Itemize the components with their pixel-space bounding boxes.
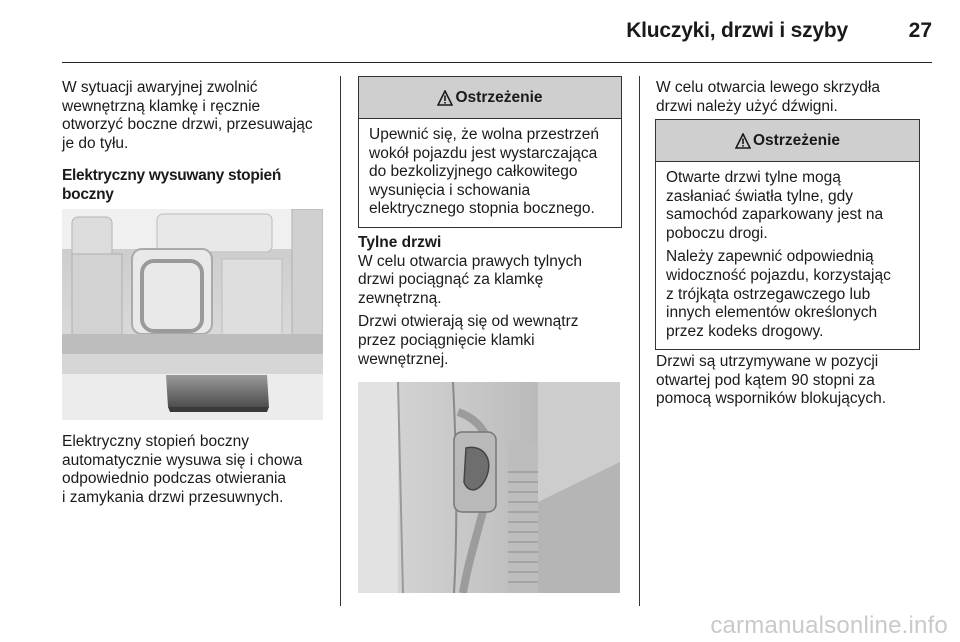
para-line: drzwi pociągnąć za klamkę	[358, 271, 544, 289]
column-divider-1	[340, 76, 341, 606]
page-number: 27	[908, 19, 932, 42]
warning-title: Ostrzeżenie	[455, 88, 543, 106]
intro-line: W celu otwarcia lewego skrzydła	[656, 79, 880, 96]
outro-line: Drzwi są utrzymywane w pozycji	[656, 353, 879, 370]
para-line: zewnętrzną.	[358, 289, 442, 307]
column-3-outro	[656, 353, 926, 409]
header-divider	[62, 62, 932, 63]
warning-line: wysunięcia i schowania	[369, 181, 531, 199]
warning-triangle-icon	[735, 133, 751, 149]
warning-line: Otwarte drzwi tylne mogą	[666, 169, 841, 186]
running-header-title: Kluczyki, drzwi i szyby	[626, 19, 848, 42]
intro-line: otworzyć boczne drzwi, przesuwając	[62, 116, 313, 134]
section-heading: Tylne drzwi	[358, 234, 442, 251]
warning-box-1	[358, 76, 622, 228]
warning-title: Ostrzeżenie	[752, 131, 840, 149]
outro-line: otwartej pod kątem 90 stopni za	[656, 371, 875, 389]
subheading-line: boczny	[62, 185, 114, 203]
intro-line: wewnętrzną klamkę i ręcznie	[62, 97, 261, 115]
warning-line: Należy zapewnić odpowiednią	[666, 248, 874, 266]
warning-line: przez kodeks drogowy.	[666, 322, 824, 340]
warning-line: elektrycznego stopnia bocznego.	[369, 200, 595, 218]
intro-line: drzwi należy użyć dźwigni.	[656, 97, 838, 115]
warning-line: samochód zaparkowany jest na	[666, 206, 884, 224]
warning-header	[656, 120, 919, 162]
subheading-line: Elektryczny wysuwany stopień	[62, 167, 282, 185]
warning-line: zasłaniać światła tylne, gdy	[666, 187, 853, 205]
warning-line: Upewnić się, że wolna przestrzeń	[369, 126, 600, 143]
column-divider-2	[639, 76, 640, 606]
warning-body	[359, 119, 621, 227]
warning-line: z trójkąta ostrzegawczego lub	[666, 285, 871, 303]
warning-line: widoczność pojazdu, korzystając	[666, 266, 891, 284]
warning-line: wokół pojazdu jest wystarczająca	[369, 144, 598, 162]
warning-box-2	[655, 119, 920, 350]
intro-line: W sytuacji awaryjnej zwolnić	[62, 79, 258, 96]
warning-line: innych elementów określonych	[666, 304, 878, 322]
warning-triangle-icon	[437, 90, 453, 106]
warning-line: do bezkolizyjnego całkowitego	[369, 163, 578, 181]
caption-line: Elektryczny stopień boczny	[62, 433, 249, 450]
para-line: wewnętrznej.	[358, 350, 449, 368]
side-step-image	[62, 209, 323, 420]
para-line: W celu otwarcia prawych tylnych	[358, 252, 582, 270]
warning-line: poboczu drogi.	[666, 224, 768, 242]
watermark-text: carmanualsonline.info	[710, 612, 948, 639]
warning-body	[656, 162, 919, 349]
column-2-text	[358, 234, 628, 369]
caption-line: automatycznie wysuwa się i chowa	[62, 451, 303, 469]
warning-header	[359, 77, 621, 119]
column-1-caption	[62, 433, 332, 507]
outro-line: pomocą wsporników blokujących.	[656, 390, 887, 408]
para-line: przez pociągnięcie klamki	[358, 331, 535, 349]
intro-line: je do tyłu.	[62, 134, 129, 152]
caption-line: i zamykania drzwi przesuwnych.	[62, 488, 284, 506]
para-line: Drzwi otwierają się od wewnątrz	[358, 313, 579, 331]
column-3-intro	[656, 79, 926, 116]
rear-door-handle-image	[358, 382, 620, 593]
caption-line: odpowiednio podczas otwierania	[62, 470, 287, 488]
column-1	[62, 79, 332, 205]
